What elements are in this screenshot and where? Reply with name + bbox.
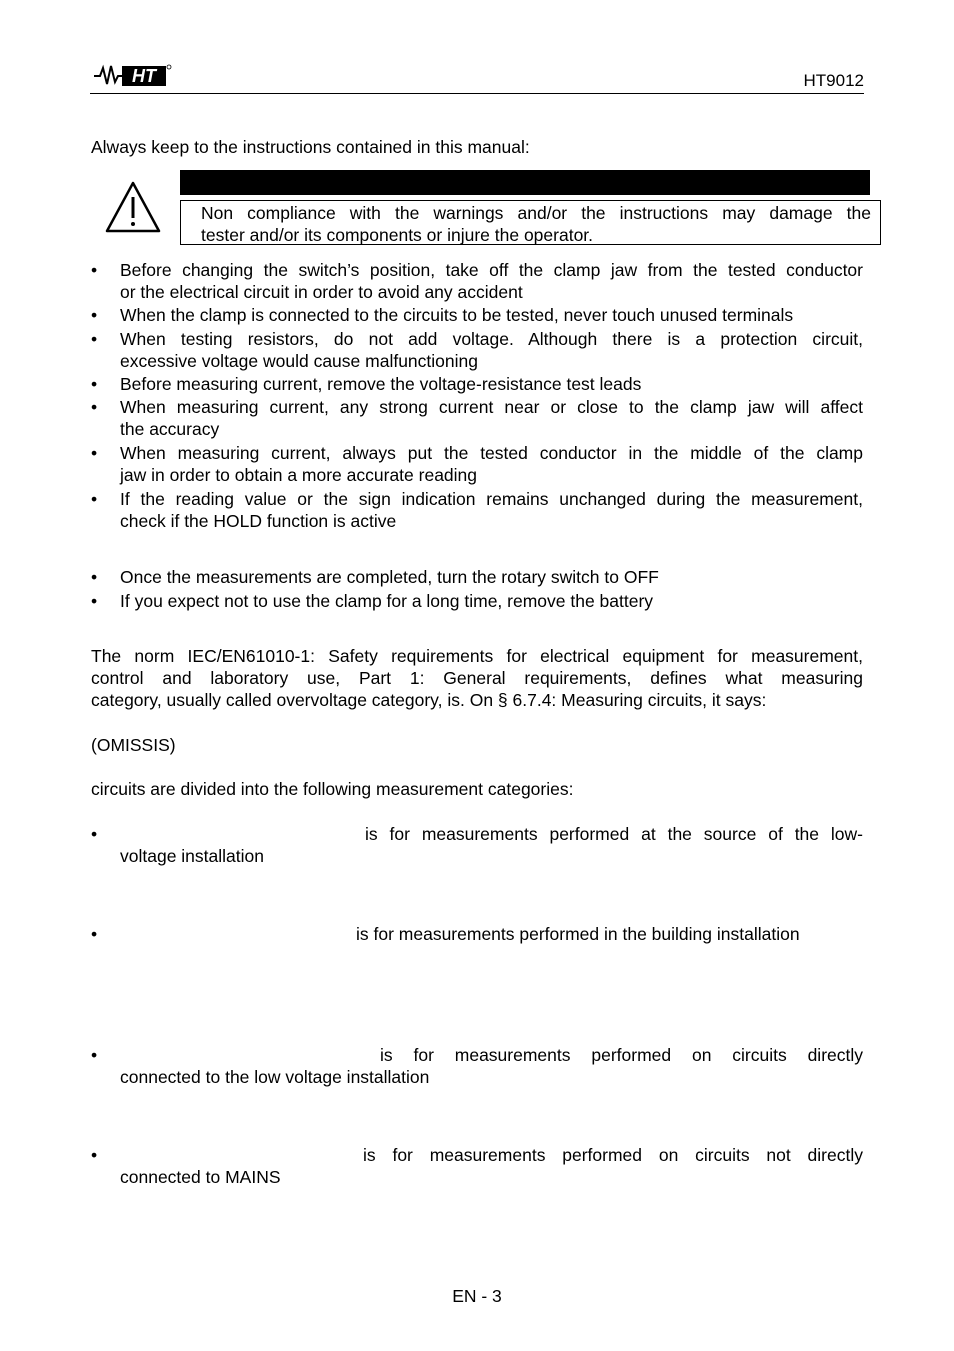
list-item: • When measuring current, always put the tested conductor in the middle of the clamp jaw in order to obtain a more accurate reading	[91, 443, 863, 485]
list-item: • Before measuring current, remove the voltage-resistance test leads	[91, 374, 642, 394]
bullet-icon: •	[91, 443, 98, 463]
intro-text: Always keep to the instructions contained in this manual:	[91, 137, 530, 157]
category-item: • is for measurements performed on circuits not directly connected to MAINS	[91, 1145, 863, 1187]
bullet-icon: •	[91, 374, 98, 394]
bullet-icon: •	[91, 329, 98, 349]
caution-line-2: tester and/or its components or injure the operator.	[201, 225, 594, 245]
bullet-icon: •	[91, 1045, 98, 1065]
bullet-icon: •	[91, 567, 98, 587]
list-item: • When testing resistors, do not add voltage. Although there is a protection circuit, excessive voltage would cause malfunctioning	[91, 329, 863, 371]
bullet-icon: •	[91, 591, 98, 611]
category-item: • is for measurements performed on circuits directly connected to the low voltage installation	[91, 1045, 863, 1087]
page-number: EN - 3	[452, 1286, 502, 1306]
bullet-icon: •	[91, 489, 98, 509]
bullet-icon: •	[91, 924, 98, 944]
list-item: • When the clamp is connected to the circuits to be tested, never touch unused terminals	[91, 305, 794, 325]
list-item: • Before changing the switch’s position, take off the clamp jaw from the tested conductor or the electrical circuit in order to avoid any accident	[91, 260, 863, 302]
bullet-icon: •	[91, 824, 98, 844]
header-divider	[90, 93, 864, 94]
list-item: • When measuring current, any strong current near or close to the clamp jaw will affect the accuracy	[91, 397, 863, 439]
ht-logo	[92, 62, 172, 88]
omissis-text: (OMISSIS)	[91, 735, 176, 755]
list-item: • If you expect not to use the clamp for a long time, remove the battery	[91, 591, 654, 611]
bullet-icon: •	[91, 305, 98, 325]
bullet-icon: •	[91, 1145, 98, 1165]
category-item: • is for measurements performed at the source of the low- voltage installation	[91, 824, 863, 866]
caution-line-1: Non compliance with the warnings and/or the instructions may damage the	[201, 203, 871, 223]
norm-paragraph: The norm IEC/EN61010-1: Safety requirements for electrical equipment for measurement, control and laboratory use, Part 1: General requirements, defines what measuring category, usually called overvoltage category, is. On § 6.7.4: Measuring circuits, it says:	[91, 646, 863, 710]
category-item: • is for measurements performed in the building installation	[91, 924, 800, 944]
list-item: • Once the measurements are completed, turn the rotary switch to OFF	[91, 567, 659, 587]
list-item: • If the reading value or the sign indication remains unchanged during the measurement, check if the HOLD function is active	[91, 489, 863, 531]
caution-header-bar	[180, 170, 870, 195]
caution-box	[180, 200, 881, 245]
bullet-icon: •	[91, 260, 98, 280]
logo-text: HT	[132, 66, 156, 86]
bullet-icon: •	[91, 397, 98, 417]
circuits-intro: circuits are divided into the following measurement categories:	[91, 779, 574, 799]
warning-triangle-icon	[104, 180, 162, 234]
model-number: HT9012	[803, 71, 864, 90]
